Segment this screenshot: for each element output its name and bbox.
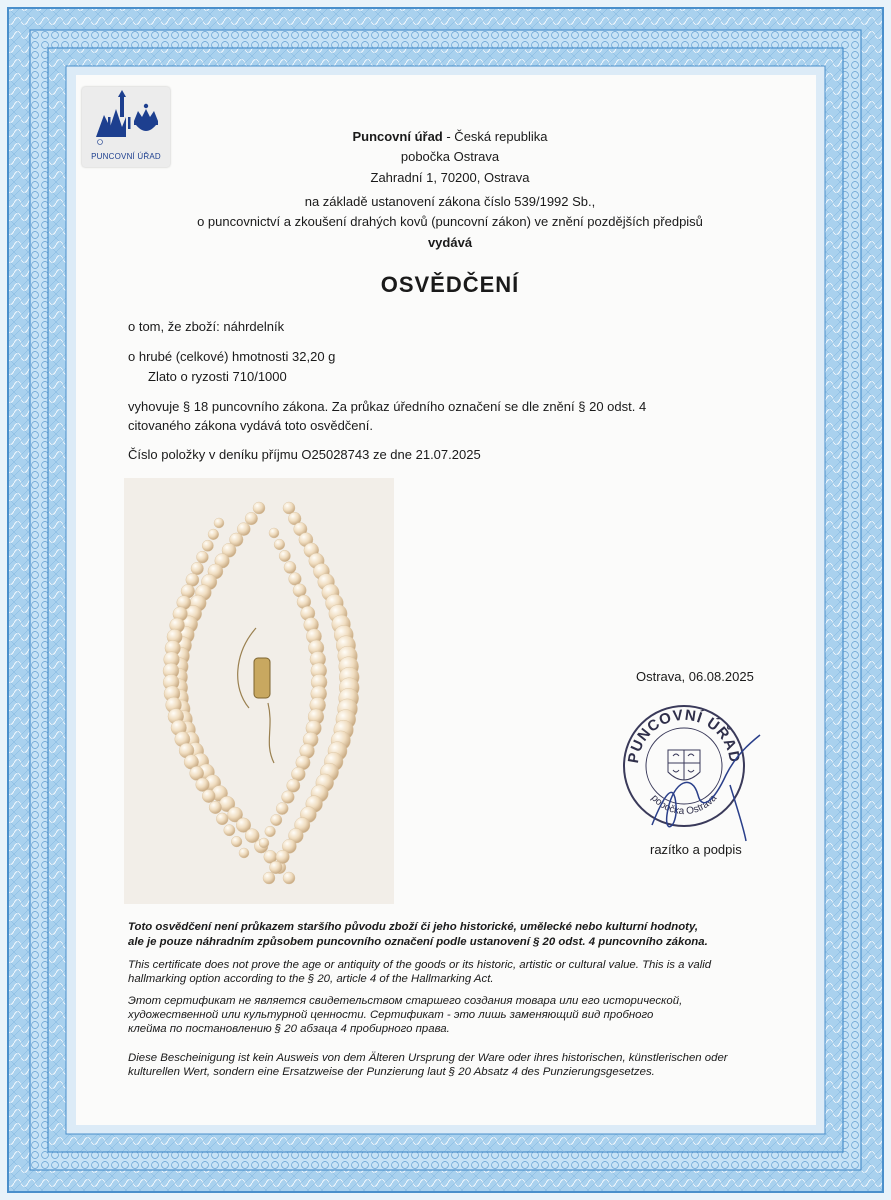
office-branch: pobočka Ostrava	[400, 149, 500, 164]
necklace-photo	[124, 478, 394, 904]
goods-line: o tom, že zboží: náhrdelník	[128, 319, 285, 334]
pearl	[276, 803, 288, 815]
logo-caption: PUNCOVNÍ ÚŘAD	[91, 152, 161, 161]
handwritten-signature	[640, 725, 790, 850]
place-date: Ostrava, 06.08.2025	[636, 669, 754, 684]
stamp-bottom-text: pobočka Ostrava	[648, 792, 720, 818]
disclaimer-cz-line-2: ale je pouze náhradním způsobem puncovního označení podle ustanovení § 20 odst. 4 puncovního zákona.	[128, 936, 708, 948]
pearl	[263, 872, 275, 884]
pearl	[196, 778, 210, 792]
pearl	[283, 872, 295, 884]
pearl	[253, 502, 265, 514]
disclaimer-ru-line-2: художественной или культурной ценности. Сертификат - это лишь заменяющий вид пробного	[128, 1009, 654, 1021]
pearl	[208, 529, 219, 540]
stamp-signature-label: razítko a podpis	[650, 842, 742, 857]
puncovni-urad-logo	[82, 87, 170, 167]
disclaimer-ru-line-1: Этот сертификат не является свидетельством старшего создания товара или его исторической,	[128, 995, 683, 1007]
pearl	[214, 518, 224, 528]
office-name	[170, 127, 730, 146]
stamp-top-text: PUNCOVNÍ ÚŘAD	[624, 706, 744, 765]
compliance-line-2: citovaného zákona vydává toto osvědčení.	[128, 418, 373, 433]
pearl	[265, 826, 276, 837]
disclaimer-de-line-1: Diese Bescheinigung ist kein Ausweis von dem Älteren Ursprung der Ware oder ihres historischen, künstlerischen oder	[128, 1052, 728, 1064]
compliance-line-1: vyhovuje § 18 puncovního zákona. Za průkaz úředního označení se dle znění § 20 odst. 4	[128, 399, 647, 414]
pearl	[282, 791, 295, 804]
pearl	[231, 836, 242, 847]
pearl	[279, 550, 290, 561]
pearl-necklace-image	[124, 478, 394, 904]
pearl	[271, 814, 282, 825]
disclaimer-en-line-2: hallmarking option according to the § 20, article 4 of the Hallmarking Act.	[128, 973, 494, 985]
pearl	[245, 512, 258, 525]
disclaimer-cz-line-1: Toto osvědčení není průkazem staršího původu zboží či jeho historické, umělecké nebo kulturní hodnoty,	[128, 921, 699, 933]
law-reference-line-2: o puncovnictví a zkoušení drahých kovů (puncovní zákon) ve znění pozdějších předpisů	[197, 214, 703, 229]
gold-clasp	[254, 658, 270, 698]
office-name-bold: Puncovní úřad	[352, 129, 443, 144]
pearl	[202, 540, 213, 551]
pearl	[284, 561, 296, 573]
office-name-country: - Česká republika	[442, 129, 548, 144]
disclaimer-ru-line-3: клейма по постановлению § 20 абзаца 4 пробирного права.	[128, 1023, 450, 1035]
pearl	[269, 528, 279, 538]
issues-label: vydává	[427, 235, 473, 250]
pearl	[274, 539, 285, 550]
pearl	[224, 825, 235, 836]
office-address: Zahradní 1, 70200, Ostrava	[370, 170, 530, 185]
record-number-line: Číslo položky v deníku příjmu O25028743 ze dne 21.07.2025	[128, 447, 481, 462]
pearl	[259, 838, 269, 848]
disclaimer-de-line-2: kulturellen Wert, sondern eine Ersatzweise der Punzierung laut § 20 Absatz 4 des Punzierungsgesetzes.	[128, 1066, 655, 1078]
pearl	[287, 779, 300, 792]
pearl	[209, 801, 222, 814]
weight-line: o hrubé (celkové) hmotnosti 32,20 g	[128, 349, 336, 364]
pearl	[239, 848, 249, 858]
document-title: OSVĚDČENÍ	[380, 272, 520, 297]
pearl	[216, 813, 228, 825]
disclaimer-en-line-1: This certificate does not prove the age or antiquity of the goods or its historic, artistic or cultural value. This is a valid	[128, 959, 712, 971]
pearl	[269, 861, 282, 874]
law-reference-line-1: na základě ustanovení zákona číslo 539/1992 Sb.,	[304, 194, 596, 209]
castle-crown-icon	[82, 87, 170, 149]
pearl	[191, 562, 204, 575]
pearl	[196, 551, 208, 563]
pearl	[289, 573, 302, 586]
fineness-line: Zlato o ryzosti 710/1000	[148, 369, 287, 384]
pearl	[202, 790, 215, 803]
